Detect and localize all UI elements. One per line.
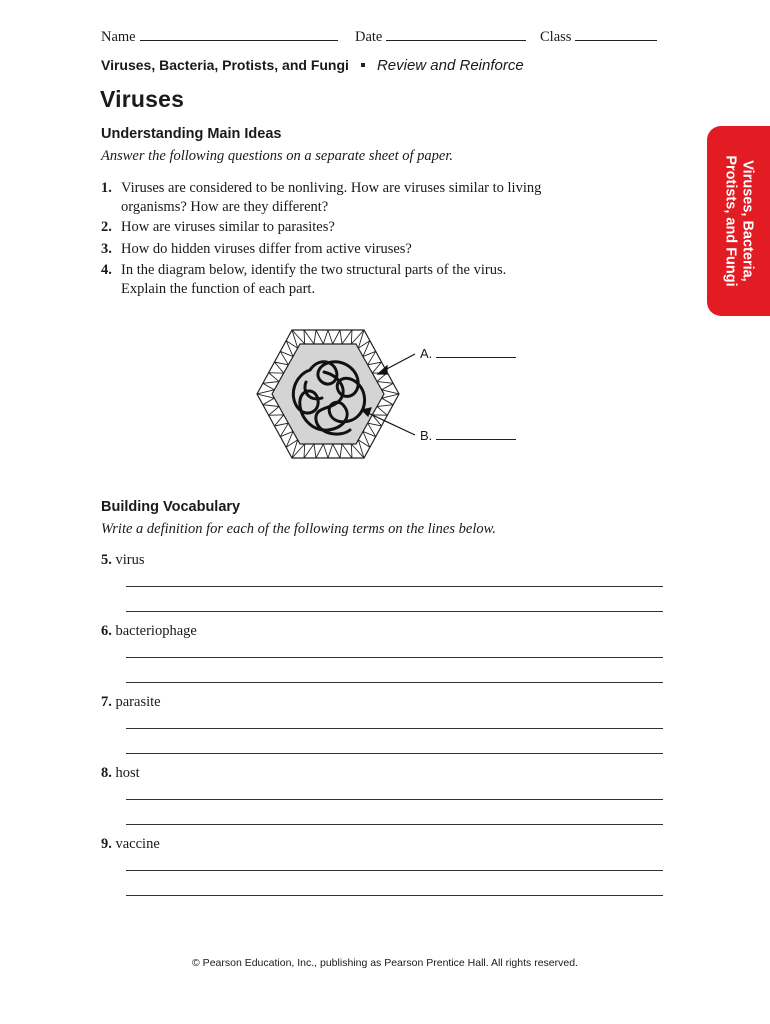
vocab-term-9 [101,836,160,853]
question-number: 2. [101,219,112,235]
question-number: 4. [101,262,112,278]
answer-line[interactable] [126,799,663,800]
question-number: 3. [101,241,112,257]
class-label: Class [540,29,572,45]
vocab-term-7 [101,694,161,711]
vocab-term-6 [101,623,197,640]
answer-line[interactable] [126,753,663,754]
question-4 [101,261,621,298]
answer-line[interactable] [126,657,663,658]
date-label: Date [355,29,383,45]
chapter-side-tab-text [707,126,770,316]
term-number: 5. [101,552,112,568]
answer-line[interactable] [126,611,663,612]
answer-line[interactable] [126,682,663,683]
bullet-separator [361,63,365,67]
label-b-blank[interactable] [436,439,516,440]
answer-line[interactable] [126,895,663,896]
answer-line[interactable] [126,728,663,729]
section-type: Review and Reinforce [376,57,524,74]
side-tab-line1: Viruses, Bacteria, [739,160,756,282]
question-text-continued: Explain the function of each part. [121,280,316,297]
name-field[interactable] [101,26,338,46]
question-text: In the diagram below, identify the two structural parts of the virus. [121,262,507,278]
label-b-text: B. [420,428,433,443]
subheader [101,57,524,74]
question-3 [101,240,621,259]
class-blank[interactable] [575,26,657,41]
page-title: Viruses [100,86,185,112]
term-number: 6. [101,623,112,639]
main-ideas-heading: Understanding Main Ideas [101,126,282,142]
term-text: host [115,765,140,781]
label-a[interactable] [420,346,516,361]
virus-diagram [240,320,433,475]
answer-line[interactable] [126,586,663,587]
term-text: virus [115,552,145,568]
term-number: 7. [101,694,112,710]
term-text: parasite [115,694,161,710]
name-label: Name [101,29,136,45]
question-2 [101,218,621,237]
vocabulary-heading: Building Vocabulary [101,499,241,515]
question-1 [101,179,621,216]
class-field[interactable] [540,26,657,46]
answer-line[interactable] [126,870,663,871]
term-number: 9. [101,836,112,852]
question-text: Viruses are considered to be nonliving. How are viruses similar to living [121,180,542,196]
copyright-footer: © Pearson Education, Inc., publishing as Pearson Prentice Hall. All rights reserved. [192,957,578,969]
question-text: How do hidden viruses differ from active viruses? [121,241,412,257]
side-tab-line2: Protists, and Fungi [722,155,739,287]
label-b[interactable] [420,428,516,443]
question-number: 1. [101,180,112,196]
date-field[interactable] [355,26,526,46]
question-text-continued: organisms? How are they different? [121,198,329,215]
vocabulary-instructions: Write a definition for each of the following terms on the lines below. [101,521,496,537]
main-ideas-instructions: Answer the following questions on a separate sheet of paper. [101,148,454,164]
capsid-coat [257,330,399,458]
date-blank[interactable] [386,26,526,41]
vocab-term-5 [101,552,145,569]
term-number: 8. [101,765,112,781]
label-a-blank[interactable] [436,357,516,358]
label-a-text: A. [420,346,433,361]
name-blank[interactable] [140,26,338,41]
term-text: bacteriophage [115,623,197,639]
chapter-title: Viruses, Bacteria, Protists, and Fungi [101,57,349,73]
term-text: vaccine [115,836,160,852]
answer-line[interactable] [126,824,663,825]
question-text: How are viruses similar to parasites? [121,219,335,235]
vocab-term-8 [101,765,140,782]
